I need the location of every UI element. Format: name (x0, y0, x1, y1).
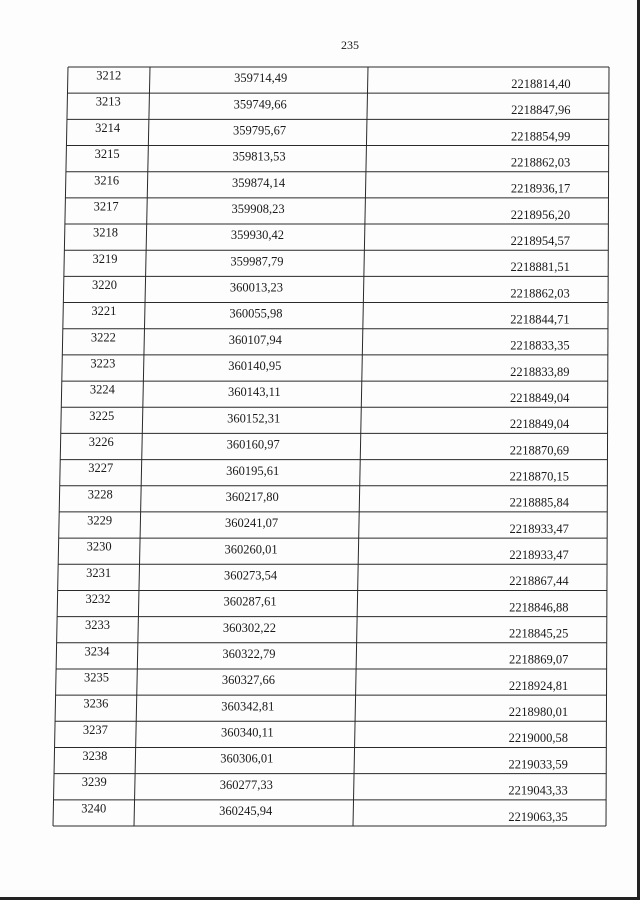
cell-x-coordinate: 359930,42 (230, 228, 285, 243)
cell-x-coordinate: 360160,97 (226, 437, 280, 452)
cell-y-coordinate: 2218862,03 (510, 155, 571, 170)
table-row (81, 801, 567, 823)
cell-x-coordinate: 360306,01 (220, 751, 274, 766)
cell-y-coordinate: 2218854,99 (511, 129, 571, 144)
cell-y-coordinate: 2218833,89 (510, 364, 570, 379)
cell-x-coordinate: 360140,95 (228, 359, 282, 374)
cell-point-id: 3219 (92, 251, 118, 266)
cell-y-coordinate: 2219000,58 (508, 731, 569, 746)
cell-point-id: 3227 (88, 461, 114, 476)
cell-x-coordinate: 360322,79 (222, 646, 276, 661)
cell-y-coordinate: 2218849,04 (509, 417, 570, 432)
table-row (94, 199, 571, 221)
cell-point-id: 3230 (86, 539, 112, 554)
cell-point-id: 3231 (86, 565, 112, 580)
table-row (95, 147, 571, 169)
cell-y-coordinate: 2218814,40 (511, 76, 571, 91)
cell-point-id: 3216 (94, 173, 120, 188)
cell-point-id: 3220 (91, 277, 117, 292)
table-row (89, 435, 569, 457)
table-row (91, 304, 569, 326)
table-column-rule (134, 67, 150, 826)
cell-x-coordinate: 360013,23 (229, 280, 283, 295)
cell-y-coordinate: 2218844,71 (510, 312, 570, 327)
cell-point-id: 3232 (85, 592, 111, 607)
cell-y-coordinate: 2218881,51 (510, 260, 570, 275)
cell-point-id: 3215 (94, 147, 120, 162)
cell-x-coordinate: 360143,11 (227, 385, 281, 400)
table-row (95, 121, 570, 143)
cell-y-coordinate: 2218924,81 (508, 678, 569, 693)
cell-y-coordinate: 2218933,47 (509, 548, 569, 563)
cell-y-coordinate: 2219033,59 (508, 757, 568, 772)
cell-x-coordinate: 360342,81 (221, 699, 275, 714)
cell-point-id: 3238 (82, 749, 108, 764)
cell-y-coordinate: 2218980,01 (508, 705, 569, 720)
cell-point-id: 3235 (83, 670, 109, 685)
cell-point-id: 3218 (93, 225, 119, 240)
table-row (93, 226, 570, 248)
cell-x-coordinate: 360152,31 (227, 411, 281, 426)
cell-point-id: 3221 (91, 304, 117, 319)
cell-y-coordinate: 2218867,44 (509, 574, 569, 589)
cell-point-id: 3237 (82, 722, 108, 737)
cell-x-coordinate: 359987,79 (230, 254, 284, 269)
table-row (96, 69, 570, 91)
cell-y-coordinate: 2218847,96 (511, 103, 571, 118)
cell-x-coordinate: 360302,22 (222, 620, 277, 635)
table-row (96, 95, 571, 117)
cell-x-coordinate: 359714,49 (234, 71, 288, 86)
cell-y-coordinate: 2219063,35 (508, 809, 568, 824)
cell-point-id: 3236 (83, 696, 109, 711)
table-column-rule (353, 67, 368, 826)
cell-point-id: 3222 (90, 330, 116, 345)
cell-point-id: 3213 (95, 94, 121, 109)
cell-point-id: 3239 (81, 775, 107, 790)
cell-point-id: 3228 (87, 487, 113, 502)
cell-x-coordinate: 359908,23 (231, 202, 285, 217)
table-row (84, 671, 568, 693)
cell-point-id: 3212 (96, 68, 122, 83)
cell-y-coordinate: 2219043,33 (508, 783, 568, 798)
cell-x-coordinate: 359795,67 (233, 123, 287, 138)
table-column-rule (606, 67, 609, 826)
table-row (87, 540, 569, 562)
cell-point-id: 3226 (88, 434, 114, 449)
cell-x-coordinate: 360195,61 (226, 463, 280, 478)
cell-y-coordinate: 2218849,04 (509, 391, 570, 406)
cell-x-coordinate: 360107,94 (228, 332, 282, 347)
table-row (88, 487, 570, 509)
cell-y-coordinate: 2218862,03 (510, 286, 570, 301)
table-row (90, 356, 569, 378)
cell-point-id: 3217 (93, 199, 119, 214)
table-row (88, 461, 569, 483)
cell-y-coordinate: 2218833,35 (510, 338, 570, 353)
cell-x-coordinate: 359813,53 (232, 149, 286, 164)
table-row (92, 278, 570, 300)
table-row (86, 566, 569, 588)
table-row (87, 513, 569, 535)
page-number: 235 (341, 38, 359, 52)
table-row (84, 644, 568, 666)
cell-x-coordinate: 360287,61 (223, 594, 277, 609)
cell-point-id: 3229 (87, 513, 113, 528)
table-row (86, 592, 569, 614)
cell-point-id: 3214 (95, 120, 121, 135)
table-row (90, 383, 570, 405)
cell-point-id: 3225 (89, 408, 115, 423)
cell-x-coordinate: 360273,54 (223, 568, 278, 583)
cell-x-coordinate: 360245,94 (219, 804, 273, 819)
cell-y-coordinate: 2218870,15 (509, 469, 570, 484)
table-row (83, 697, 568, 719)
cell-point-id: 3224 (89, 382, 115, 397)
table-row (85, 618, 568, 640)
table-row (89, 409, 570, 431)
cell-y-coordinate: 2218933,47 (509, 521, 569, 536)
table-row (82, 749, 568, 771)
cell-point-id: 3234 (84, 644, 110, 659)
cell-x-coordinate: 360241,07 (225, 516, 279, 531)
cell-y-coordinate: 2218869,07 (508, 652, 569, 667)
cell-y-coordinate: 2218845,25 (509, 626, 569, 641)
cell-y-coordinate: 2218885,84 (509, 495, 569, 510)
cell-y-coordinate: 2218954,57 (510, 233, 570, 248)
cell-x-coordinate: 360277,33 (219, 777, 273, 792)
cell-x-coordinate: 360055,98 (229, 306, 283, 321)
cell-y-coordinate: 2218936,17 (510, 181, 571, 196)
cell-x-coordinate: 360217,80 (225, 489, 279, 504)
cell-x-coordinate: 360327,66 (221, 673, 275, 688)
cell-point-id: 3233 (85, 618, 111, 633)
cell-point-id: 3223 (90, 356, 116, 371)
cell-y-coordinate: 2218956,20 (510, 207, 571, 222)
table-row (93, 252, 570, 274)
cell-x-coordinate: 360260,01 (224, 542, 278, 557)
table-row (82, 775, 568, 797)
table-row (83, 723, 568, 745)
cell-x-coordinate: 360340,11 (220, 725, 274, 740)
cell-y-coordinate: 2218870,69 (509, 443, 570, 458)
cell-x-coordinate: 359874,14 (231, 175, 286, 190)
table-row (91, 330, 570, 352)
cell-y-coordinate: 2218846,88 (509, 600, 569, 615)
table-column-rule (53, 67, 68, 826)
table-row (94, 173, 570, 195)
cell-point-id: 3240 (81, 801, 107, 816)
cell-x-coordinate: 359749,66 (233, 97, 287, 112)
